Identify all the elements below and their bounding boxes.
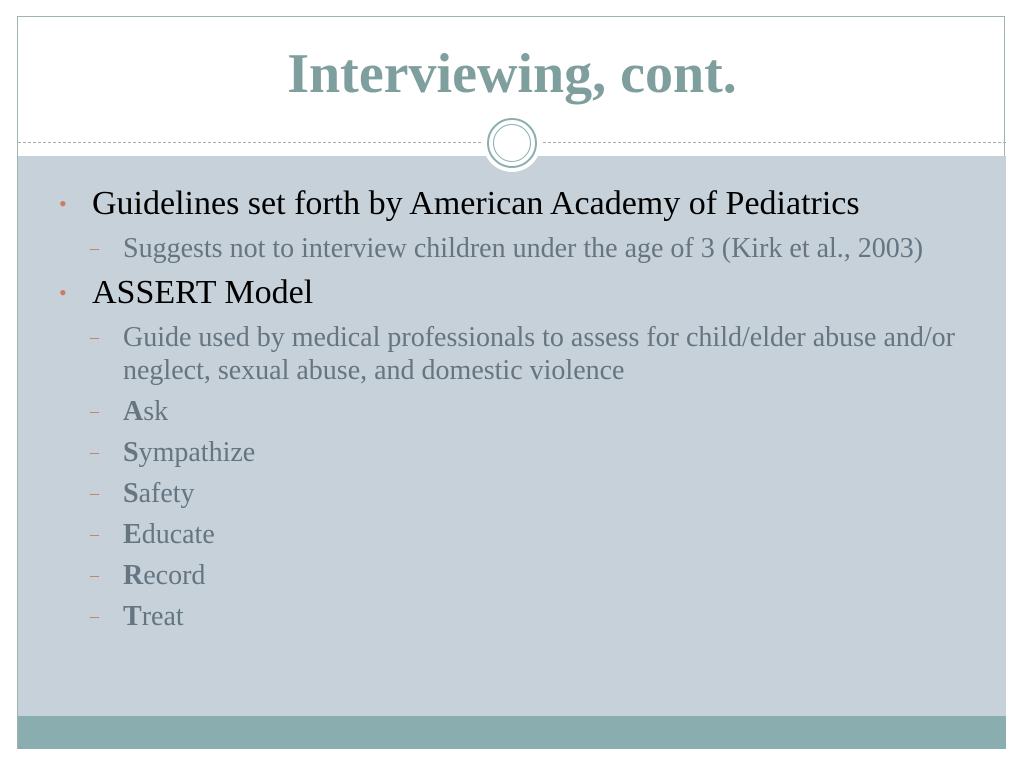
dash-icon: – — [90, 524, 99, 544]
sub-bullet-item — [55, 232, 975, 265]
sub-bullet-item — [55, 477, 975, 510]
acronym-initial: S — [123, 478, 139, 509]
circle-ornament-icon — [483, 114, 541, 172]
sub-bullet-item — [55, 559, 975, 592]
sub-bullet-item — [55, 600, 975, 633]
dash-icon: – — [90, 606, 99, 626]
acronym-rest: ecord — [143, 560, 206, 591]
bullet-dot-icon: • — [59, 280, 67, 305]
sub-bullet-text: Suggests not to interview children under the age of 3 (Kirk et al., 2003) — [123, 233, 924, 264]
dash-icon: – — [90, 238, 99, 258]
slide-title: Interviewing, cont. — [287, 43, 737, 105]
acronym-initial: E — [123, 519, 142, 550]
acronym-initial: A — [123, 396, 144, 427]
footer-bar — [18, 716, 1006, 749]
bullet-list — [55, 184, 975, 641]
dash-icon: – — [90, 565, 99, 585]
bullet-text: Guidelines set forth by American Academy of Pediatrics — [92, 185, 860, 222]
bullet-item — [55, 273, 975, 313]
sub-bullet-item — [55, 395, 975, 428]
bullet-text: ASSERT Model — [92, 274, 314, 311]
dash-icon: – — [90, 483, 99, 503]
dash-icon: – — [90, 442, 99, 462]
acronym-rest: afety — [138, 478, 195, 509]
acronym-rest: ympathize — [138, 437, 256, 468]
acronym-rest: reat — [141, 601, 184, 632]
sub-bullet-text: Guide used by medical professionals to assess for child/elder abuse and/or neglect, sexual abuse, and domestic violence — [123, 322, 956, 386]
dash-icon: – — [90, 327, 99, 347]
acronym-initial: S — [123, 437, 139, 468]
bullet-item — [55, 184, 975, 224]
sub-bullet-item — [55, 436, 975, 469]
acronym-initial: R — [123, 560, 144, 591]
acronym-initial: T — [123, 601, 142, 632]
sub-bullet-item — [55, 321, 975, 387]
sub-bullet-item — [55, 518, 975, 551]
bullet-dot-icon: • — [59, 191, 67, 216]
acronym-rest: sk — [143, 396, 169, 427]
dash-icon: – — [90, 401, 99, 421]
acronym-rest: ducate — [141, 519, 215, 550]
